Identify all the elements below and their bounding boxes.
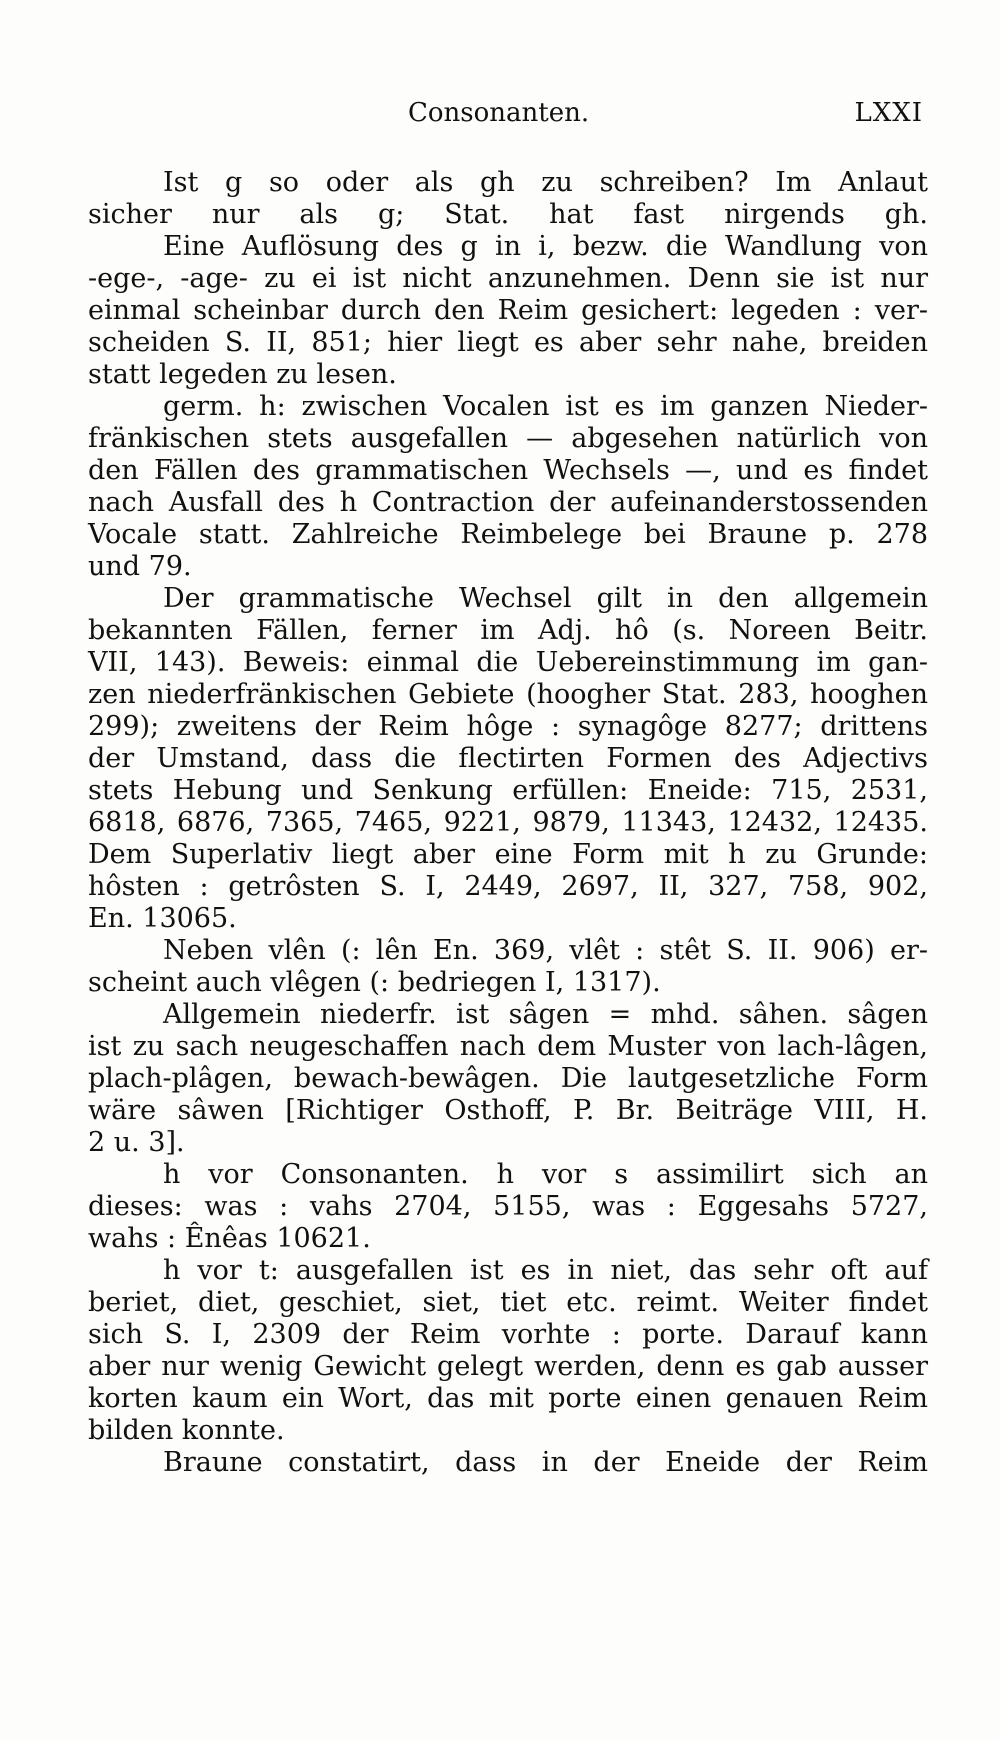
text-line: wahs : Ênêas 10621. [88, 1223, 371, 1254]
running-header [88, 98, 923, 138]
text-line: wäre sâwen [Richtiger Osthoff, P. Br. Beiträge VIII, H. [88, 1095, 928, 1126]
text-line: Neben vlên (: lên En. 369, vlêt : stêt S. II. 906) er- [163, 935, 928, 966]
text-line: Der grammatische Wechsel gilt in den allgemein [163, 583, 928, 614]
text-line: scheint auch vlêgen (: bedriegen I, 1317). [88, 967, 661, 998]
text-line: ist zu sach neugeschaffen nach dem Muster von lach-lâgen, [88, 1031, 928, 1062]
text-line: 2 u. 3]. [88, 1127, 185, 1158]
text-line: fränkischen stets ausgefallen — abgesehen natürlich von [88, 423, 928, 454]
running-title: Consonanten. [408, 98, 590, 128]
text-line: Braune constatirt, dass in der Eneide der Reim [163, 1447, 928, 1478]
text-line: bekannten Fällen, ferner im Adj. hô (s. Noreen Beitr. [88, 615, 928, 646]
text-line: dieses: was : vahs 2704, 5155, was : Eggesahs 5727, [88, 1191, 928, 1222]
page-number: LXXI [854, 98, 923, 128]
text-line: den Fällen des grammatischen Wechsels —, und es findet [88, 455, 928, 486]
text-line: VII, 143). Beweis: einmal die Uebereinstimmung im gan- [88, 647, 928, 678]
text-line: bilden konnte. [88, 1415, 285, 1446]
text-line: einmal scheinbar durch den Reim gesichert: legeden : ver- [88, 295, 928, 326]
text-line: sich S. I, 2309 der Reim vorhte : porte. Darauf kann [88, 1319, 928, 1350]
text-line: germ. h: zwischen Vocalen ist es im ganzen Nieder- [163, 391, 928, 422]
text-line: beriet, diet, geschiet, siet, tiet etc. reimt. Weiter findet [88, 1287, 928, 1318]
text-line: Eine Auflösung des g in i, bezw. die Wandlung von [163, 231, 928, 262]
text-line: hôsten : getrôsten S. I, 2449, 2697, II, 327, 758, 902, [88, 871, 928, 902]
text-line: En. 13065. [88, 903, 237, 934]
text-line: der Umstand, dass die flectirten Formen des Adjectivs [88, 743, 928, 774]
text-line: stets Hebung und Senkung erfüllen: Eneide: 715, 2531, [88, 775, 928, 806]
text-line: nach Ausfall des h Contraction der aufeinanderstossenden [88, 487, 928, 518]
text-line: aber nur wenig Gewicht gelegt werden, denn es gab ausser [88, 1351, 928, 1382]
text-line: 6818, 6876, 7365, 7465, 9221, 9879, 11343, 12432, 12435. [88, 807, 928, 838]
text-line: plach-plâgen, bewach-bewâgen. Die lautgesetzliche Form [88, 1063, 928, 1094]
text-line: zen niederfränkischen Gebiete (hoogher Stat. 283, hooghen [88, 679, 928, 710]
text-line: Allgemein niederfr. ist sâgen = mhd. sâhen. sâgen [163, 999, 928, 1030]
text-line: Vocale statt. Zahlreiche Reimbelege bei Braune p. 278 [88, 519, 928, 550]
text-line: Dem Superlativ liegt aber eine Form mit h zu Grunde: [88, 839, 928, 870]
text-line: Ist g so oder als gh zu schreiben? Im Anlaut [163, 167, 928, 198]
text-line: h vor t: ausgefallen ist es in niet, das sehr oft auf [163, 1255, 928, 1286]
text-line: scheiden S. II, 851; hier liegt es aber sehr nahe, breiden [88, 327, 928, 358]
text-line: -ege-, -age- zu ei ist nicht anzunehmen. Denn sie ist nur [88, 263, 928, 294]
text-line: sicher nur als g; Stat. hat fast nirgends gh. [88, 199, 928, 230]
text-line: h vor Consonanten. h vor s assimilirt sich an [163, 1159, 928, 1190]
text-line: statt legeden zu lesen. [88, 359, 397, 390]
text-line: korten kaum ein Wort, das mit porte einen genauen Reim [88, 1383, 928, 1414]
text-line: 299); zweitens der Reim hôge : synagôge 8277; drittens [88, 711, 928, 742]
text-line: und 79. [88, 551, 192, 582]
